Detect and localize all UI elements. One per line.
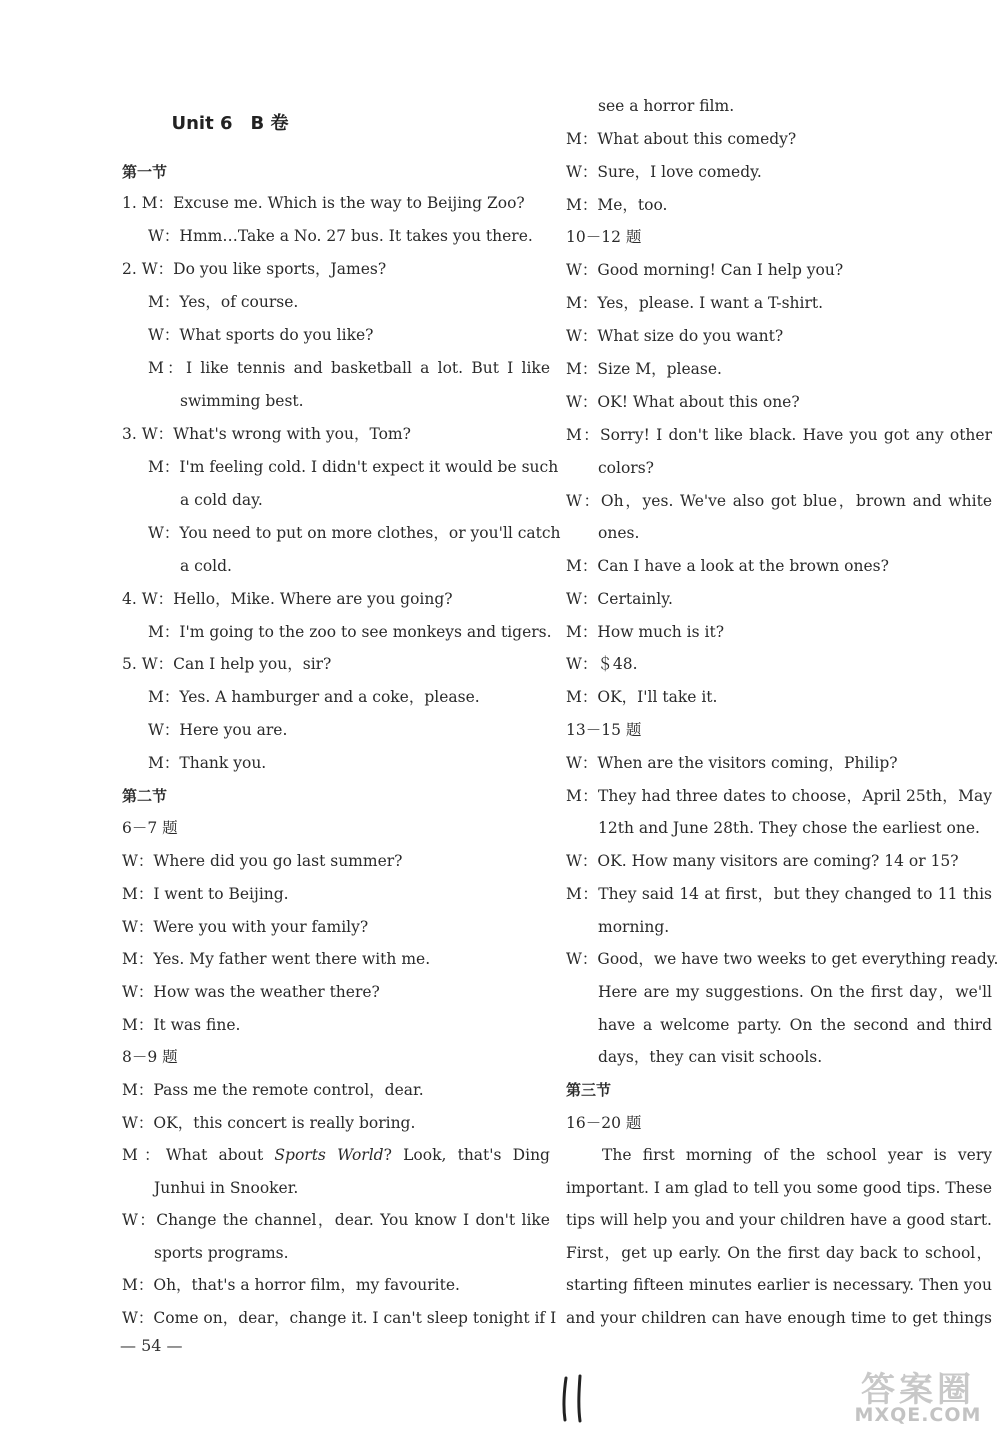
dialogue-line: M：OK，I'll take it. [566, 688, 718, 706]
question-range-label: 8－9 题 [122, 1048, 178, 1066]
section-heading-1: 第一节 [122, 163, 168, 181]
dialogue-line: a cold. [180, 557, 232, 575]
dialogue-line: M：I went to Beijing. [122, 885, 289, 903]
question-range-label: 13－15 题 [566, 721, 642, 739]
dialogue-line: M：They said 14 at first，but they changed to 11 this [566, 885, 992, 903]
dialogue-line: W：OK. How many visitors are coming? 14 or 15? [566, 852, 959, 870]
dialogue-line: M：Yes. My father went there with me. [122, 950, 431, 968]
program-title: Sports World [274, 1146, 384, 1164]
dialogue-line: M：Sorry! I don't like black. Have you got any other [566, 426, 992, 444]
passage-line: The first morning of the school year is very [602, 1146, 992, 1164]
dialogue-line: M：Pass me the remote control，dear. [122, 1081, 424, 1099]
dialogue-line: W：OK! What about this one? [566, 393, 800, 411]
dialogue-line: W：You need to put on more clothes，or you'll catch [148, 524, 561, 542]
dialogue-line: see a horror film. [598, 97, 735, 115]
dialogue-line: W：Sure，I love comedy. [566, 163, 762, 181]
dialogue-line: W：Good，we have two weeks to get everything ready. [566, 950, 999, 968]
dialogue-line: M：Yes，please. I want a T-shirt. [566, 294, 824, 312]
dialogue-line: swimming best. [180, 392, 304, 410]
dialogue-line: M：Yes. A hamburger and a coke，please. [148, 688, 480, 706]
dialogue-line: W：Were you with your family? [122, 918, 369, 936]
dialogue-line: M：Oh，that's a horror film，my favourite. [122, 1276, 460, 1294]
dialogue-line: days，they can visit schools. [598, 1048, 823, 1066]
dialogue-line: morning. [598, 918, 670, 936]
dialogue-line: 12th and June 28th. They chose the earliest one. [598, 819, 980, 837]
section-heading-2: 第二节 [122, 787, 168, 805]
dialogue-line-text: ? Look, that's Ding [383, 1146, 550, 1164]
handwritten-mark-icon [554, 1374, 594, 1424]
dialogue-line: W：What sports do you like? [148, 326, 374, 344]
dialogue-line: Here are my suggestions. On the first day，we'll [598, 983, 992, 1001]
dialogue-line: ones. [598, 524, 640, 542]
dialogue-line: M：It was fine. [122, 1016, 241, 1034]
dialogue-line: W：What size do you want? [566, 327, 784, 345]
page-title: Unit 6 B 卷 [171, 113, 289, 134]
dialogue-line: M：Me，too. [566, 196, 668, 214]
dialogue-line: M：I like tennis and basketball a lot. But I like [148, 359, 550, 377]
question-range-label: 10－12 题 [566, 228, 642, 246]
dialogue-line: 3. W：What's wrong with you，Tom? [122, 425, 411, 443]
watermark-url: MXQE.COM [854, 1404, 982, 1426]
dialogue-line-text: M：What about [122, 1146, 275, 1164]
dialogue-line: W：Hmm…Take a No. 27 bus. It takes you there. [148, 227, 533, 245]
dialogue-line: sports programs. [154, 1244, 289, 1262]
dialogue-line: W：How was the weather there? [122, 983, 380, 1001]
page-number: — 54 — [120, 1336, 183, 1355]
dialogue-line: colors? [598, 459, 654, 477]
passage-line: and your children can have enough time to get things [566, 1309, 992, 1327]
dialogue-line: W：＄48. [566, 655, 638, 673]
dialogue-line: a cold day. [180, 491, 263, 509]
question-range-label: 16－20 题 [566, 1114, 642, 1132]
passage-line: tips will help you and your children have a good start. [566, 1211, 992, 1229]
dialogue-line: W：Where did you go last summer? [122, 852, 403, 870]
section-heading-3: 第三节 [566, 1081, 612, 1099]
dialogue-line: M：I'm feeling cold. I didn't expect it would be such [148, 458, 559, 476]
dialogue-line: W：OK，this concert is really boring. [122, 1114, 416, 1132]
dialogue-line: W：Good morning! Can I help you? [566, 261, 844, 279]
dialogue-line: M：What about this comedy? [566, 130, 797, 148]
watermark [842, 1362, 994, 1432]
passage-line: starting fifteen minutes earlier is necessary. Then you [566, 1276, 992, 1294]
dialogue-line: M：They had three dates to choose，April 25th，May [566, 787, 992, 805]
dialogue-line: 4. W：Hello，Mike. Where are you going? [122, 590, 453, 608]
dialogue-line: W：Change the channel，dear. You know I don't like [122, 1211, 550, 1229]
dialogue-line: W：Here you are. [148, 721, 288, 739]
dialogue-line: 2. W：Do you like sports，James? [122, 260, 387, 278]
passage-line: First，get up early. On the first day back to school， [566, 1244, 992, 1262]
dialogue-line: M：How much is it? [566, 623, 725, 641]
dialogue-line: W：When are the visitors coming，Philip? [566, 754, 898, 772]
watermark-logo: 答案圈 [861, 1370, 975, 1410]
dialogue-line: 1. M：Excuse me. Which is the way to Beijing Zoo? [122, 194, 525, 212]
dialogue-line: M：Can I have a look at the brown ones? [566, 557, 889, 575]
dialogue-line [122, 1144, 550, 1166]
dialogue-line: M：I'm going to the zoo to see monkeys and tigers. [148, 623, 552, 641]
question-range-label: 6－7 题 [122, 819, 178, 837]
dialogue-line: W：Certainly. [566, 590, 673, 608]
dialogue-line: M：Yes，of course. [148, 293, 299, 311]
dialogue-line: Junhui in Snooker. [154, 1179, 299, 1197]
dialogue-line: M：Size M，please. [566, 360, 722, 378]
dialogue-line: W：Come on，dear，change it. I can't sleep tonight if I [122, 1309, 557, 1327]
dialogue-line: M：Thank you. [148, 754, 267, 772]
passage-line: important. I am glad to tell you some good tips. These [566, 1179, 992, 1197]
dialogue-line: have a welcome party. On the second and third [598, 1016, 992, 1034]
dialogue-line: W：Oh，yes. We've also got blue，brown and white [566, 492, 992, 510]
dialogue-line: 5. W：Can I help you，sir? [122, 655, 332, 673]
